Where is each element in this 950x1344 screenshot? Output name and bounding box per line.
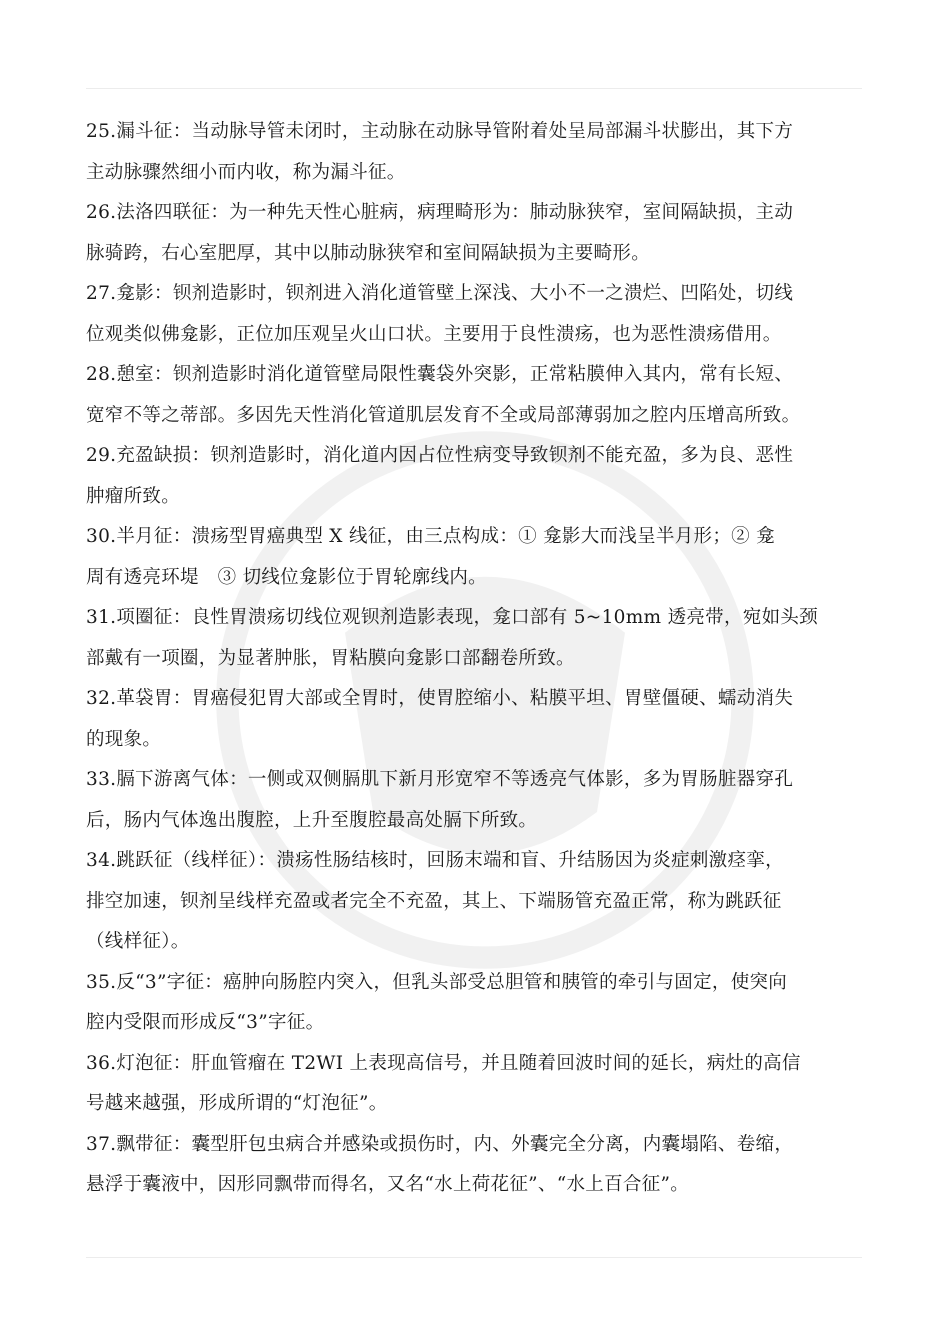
entry-line: 主动脉骤然细小而内收，称为漏斗征。 bbox=[86, 161, 406, 183]
entry-line: 悬浮于囊液中，因形同飘带而得名，又名“水上荷花征”、“水上百合征”。 bbox=[86, 1174, 690, 1195]
entry-line: 30.半月征：溃疡型胃癌典型 X 线征，由三点构成：① 龛影大而浅呈半月形；② 龛 bbox=[86, 526, 775, 547]
entry-line: 36.灯泡征：肝血管瘤在 T2WI 上表现高信号，并且随着回波时间的延长，病灶的高信 bbox=[86, 1052, 801, 1074]
term-entry-30 bbox=[86, 517, 866, 598]
header-divider bbox=[86, 88, 862, 89]
document-body bbox=[86, 112, 866, 1206]
entry-line: 33.膈下游离气体：一侧或双侧膈肌下新月形宽窄不等透亮气体影，多为胃肠脏器穿孔 bbox=[86, 769, 794, 790]
entry-line: 脉骑跨，右心室肥厚，其中以肺动脉狭窄和室间隔缺损为主要畸形。 bbox=[86, 242, 651, 264]
term-entry-37 bbox=[86, 1125, 866, 1206]
entry-line: 34.跳跃征（线样征）：溃疡性肠结核时，回肠末端和盲、升结肠因为炎症刺激痉挛， bbox=[86, 850, 784, 871]
entry-line: 37.飘带征：囊型肝包虫病合并感染或损伤时，内、外囊完全分离，内囊塌陷、卷缩， bbox=[86, 1133, 794, 1155]
term-entry-27 bbox=[86, 274, 866, 355]
entry-line: 28.憩室：钡剂造影时消化道管壁局限性囊袋外突影，正常粘膜伸入其内，常有长短、 bbox=[86, 364, 794, 385]
term-entry-36 bbox=[86, 1044, 866, 1125]
entry-line: 号越来越强，形成所谓的“灯泡征”。 bbox=[86, 1093, 388, 1114]
entry-line: 宽窄不等之蒂部。多因先天性消化管道肌层发育不全或局部薄弱加之腔内压增高所致。 bbox=[86, 404, 801, 426]
entry-line: 35.反“3”字征：癌肿向肠腔内突入，但乳头部受总胆管和胰管的牵引与固定，使突向 bbox=[86, 971, 788, 993]
footer-divider bbox=[86, 1257, 862, 1258]
term-entry-29 bbox=[86, 436, 866, 517]
term-entry-26 bbox=[86, 193, 866, 274]
term-entry-31 bbox=[86, 598, 866, 679]
term-entry-32 bbox=[86, 679, 866, 760]
entry-line: 部戴有一项圈，为显著肿胀，胃粘膜向龛影口部翻卷所致。 bbox=[86, 647, 575, 669]
term-entry-35 bbox=[86, 963, 866, 1044]
entry-line: 27.龛影：钡剂造影时，钡剂进入消化道管壁上深浅、大小不一之溃烂、凹陷处，切线 bbox=[86, 283, 794, 304]
entry-line: 32.革袋胃：胃癌侵犯胃大部或全胃时，使胃腔缩小、粘膜平坦、胃壁僵硬、蠕动消失 bbox=[86, 688, 794, 709]
entry-line: 排空加速，钡剂呈线样充盈或者完全不充盈，其上、下端肠管充盈正常，称为跳跃征 bbox=[86, 890, 782, 912]
entry-line: （线样征）。 bbox=[86, 931, 190, 952]
term-entry-33 bbox=[86, 760, 866, 841]
term-entry-28 bbox=[86, 355, 866, 436]
entry-line: 腔内受限而形成反“3”字征。 bbox=[86, 1012, 325, 1033]
term-entry-34 bbox=[86, 841, 866, 963]
entry-line: 25.漏斗征：当动脉导管未闭时，主动脉在动脉导管附着处呈局部漏斗状膨出，其下方 bbox=[86, 121, 794, 142]
entry-line: 周有透亮环堤 ③ 切线位龛影位于胃轮廓线内。 bbox=[86, 566, 487, 588]
entry-line: 31.项圈征：良性胃溃疡切线位观钡剂造影表现，龛口部有 5~10mm 透亮带，宛如头颈 bbox=[86, 607, 818, 628]
entry-line: 肿瘤所致。 bbox=[86, 485, 181, 507]
entry-line: 的现象。 bbox=[86, 728, 162, 750]
entry-line: 位观类似佛龛影，正位加压观呈火山口状。主要用于良性溃疡，也为恶性溃疡借用。 bbox=[86, 323, 782, 345]
entry-line: 后，肠内气体逸出腹腔，上升至腹腔最高处膈下所致。 bbox=[86, 809, 538, 831]
entry-line: 26.法洛四联征：为一种先天性心脏病，病理畸形为：肺动脉狭窄，室间隔缺损，主动 bbox=[86, 202, 794, 223]
entry-line: 29.充盈缺损：钡剂造影时，消化道内因占位性病变导致钡剂不能充盈，多为良、恶性 bbox=[86, 445, 794, 466]
term-entry-25 bbox=[86, 112, 866, 193]
